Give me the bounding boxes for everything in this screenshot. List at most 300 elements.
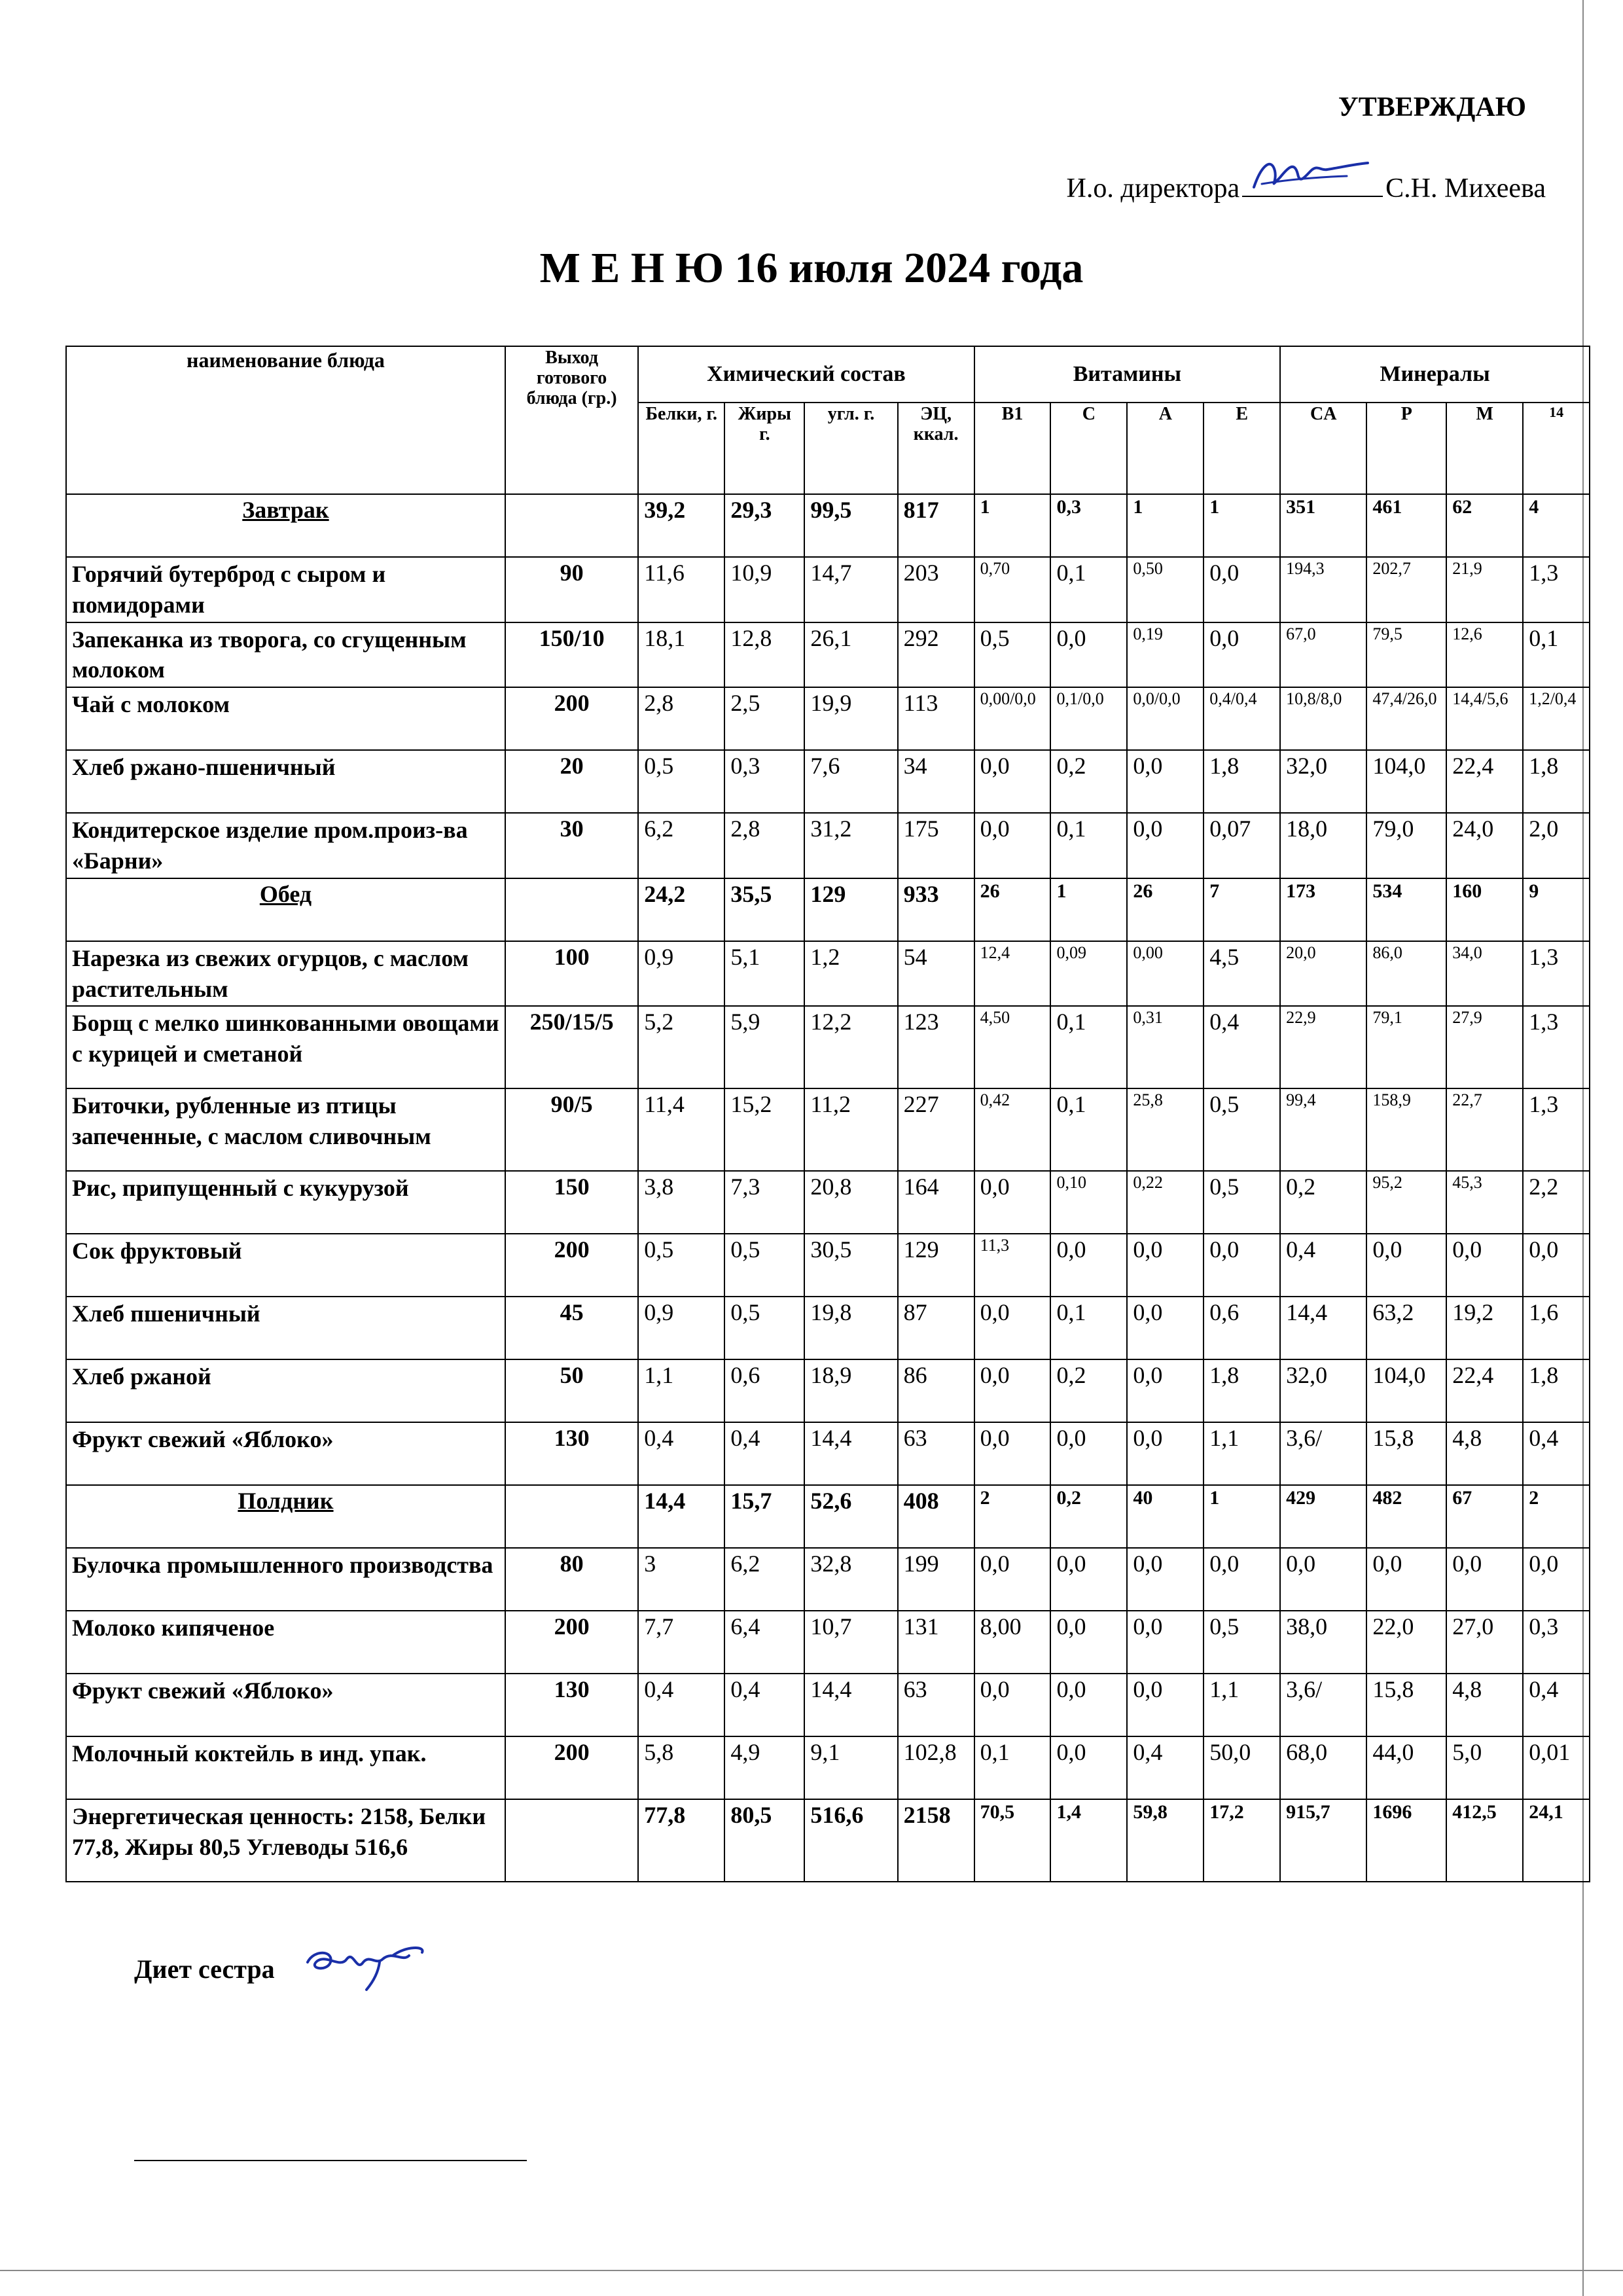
value-cell: 20,0	[1280, 941, 1366, 1007]
value-cell: 5,8	[638, 1736, 724, 1799]
value-cell: 0,1/0,0	[1050, 687, 1127, 750]
value-cell: 0,4	[1127, 1736, 1204, 1799]
value-cell: 1,3	[1523, 941, 1590, 1007]
value-cell: 5,1	[724, 941, 804, 1007]
dish-name: Борщ с мелко шинкованными овощами с курицей и сметаной	[66, 1006, 505, 1088]
section-title: Обед	[66, 878, 505, 941]
value-cell: 0,0	[1204, 1234, 1280, 1297]
value-cell: 12,2	[804, 1006, 897, 1088]
section-title: Завтрак	[66, 494, 505, 557]
value-cell: 0,1	[1050, 813, 1127, 878]
value-cell: 63	[898, 1422, 974, 1485]
value-cell: 2,8	[724, 813, 804, 878]
value-cell: 15,8	[1366, 1674, 1446, 1736]
value-cell: 4,50	[974, 1006, 1051, 1088]
dish-name: Хлеб ржано-пшеничный	[66, 750, 505, 813]
value-cell: 199	[898, 1548, 974, 1611]
value-cell: 129	[898, 1234, 974, 1297]
header-yield: Выход готового блюда (гр.)	[505, 346, 638, 494]
value-cell: 3,6/	[1280, 1422, 1366, 1485]
value-cell: 0,0	[1446, 1548, 1523, 1611]
value-cell: 67,0	[1280, 622, 1366, 688]
value-cell: 4	[1523, 494, 1590, 557]
value-cell: 21,9	[1446, 557, 1523, 622]
value-cell: 1,3	[1523, 1088, 1590, 1171]
value-cell: 1,8	[1204, 750, 1280, 813]
value-cell: 4,8	[1446, 1674, 1523, 1736]
dish-yield: 100	[505, 941, 638, 1007]
table-row	[66, 1611, 1590, 1674]
value-cell: 59,8	[1127, 1799, 1204, 1882]
value-cell: 933	[898, 878, 974, 941]
value-cell: 5,2	[638, 1006, 724, 1088]
value-cell: 67	[1446, 1485, 1523, 1548]
value-cell: 0,5	[638, 750, 724, 813]
section-title: Полдник	[66, 1485, 505, 1548]
value-cell: 3	[638, 1548, 724, 1611]
director-name: С.Н. Михеева	[1385, 173, 1546, 204]
value-cell: 0,0	[1050, 1736, 1127, 1799]
value-cell: 0,4	[638, 1674, 724, 1736]
dish-yield	[505, 1799, 638, 1882]
value-cell: 1,8	[1523, 750, 1590, 813]
value-cell: 1	[1204, 494, 1280, 557]
value-cell: 25,8	[1127, 1088, 1204, 1171]
dish-yield: 50	[505, 1359, 638, 1422]
dish-name: Фрукт свежий «Яблоко»	[66, 1674, 505, 1736]
value-cell: 4,5	[1204, 941, 1280, 1007]
value-cell: 0,3	[724, 750, 804, 813]
value-cell: 0,0	[1127, 1234, 1204, 1297]
table-row	[66, 750, 1590, 813]
value-cell: 0,0	[1366, 1548, 1446, 1611]
value-cell: 22,4	[1446, 1359, 1523, 1422]
dish-name: Рис, припущенный с кукурузой	[66, 1171, 505, 1234]
table-row	[66, 1359, 1590, 1422]
value-cell: 0,0	[1127, 1611, 1204, 1674]
dish-yield: 200	[505, 687, 638, 750]
value-cell: 32,8	[804, 1548, 897, 1611]
value-cell: 99,5	[804, 494, 897, 557]
value-cell: 0,4	[724, 1674, 804, 1736]
value-cell: 0,00	[1127, 941, 1204, 1007]
value-cell: 24,2	[638, 878, 724, 941]
value-cell: 173	[1280, 878, 1366, 941]
value-cell: 0,0	[1127, 1359, 1204, 1422]
value-cell: 14,4	[1280, 1297, 1366, 1359]
value-cell: 0,0	[974, 1297, 1051, 1359]
value-cell: 29,3	[724, 494, 804, 557]
value-cell: 408	[898, 1485, 974, 1548]
value-cell: 7,6	[804, 750, 897, 813]
value-cell: 1,1	[638, 1359, 724, 1422]
value-cell: 0,0	[1204, 557, 1280, 622]
value-cell: 3,8	[638, 1171, 724, 1234]
table-row	[66, 557, 1590, 622]
value-cell: 0,4	[1204, 1006, 1280, 1088]
value-cell: 0,0	[1050, 1548, 1127, 1611]
value-cell: 0,4	[638, 1422, 724, 1485]
director-line	[1067, 167, 1546, 204]
value-cell: 4,9	[724, 1736, 804, 1799]
dish-name: Сок фруктовый	[66, 1234, 505, 1297]
value-cell: 0,0	[1127, 1548, 1204, 1611]
value-cell: 0,70	[974, 557, 1051, 622]
value-cell: 131	[898, 1611, 974, 1674]
value-cell: 12,6	[1446, 622, 1523, 688]
dish-yield: 90	[505, 557, 638, 622]
value-cell: 1	[1050, 878, 1127, 941]
value-cell: 1,1	[1204, 1674, 1280, 1736]
subheader-cell: CA	[1280, 403, 1366, 494]
value-cell: 0,0	[974, 1359, 1051, 1422]
table-row	[66, 1006, 1590, 1088]
value-cell: 22,4	[1446, 750, 1523, 813]
director-title: И.о. директора	[1066, 173, 1240, 204]
value-cell: 0,5	[1204, 1611, 1280, 1674]
value-cell: 14,4	[638, 1485, 724, 1548]
value-cell: 227	[898, 1088, 974, 1171]
value-cell: 0,6	[724, 1359, 804, 1422]
value-cell: 27,9	[1446, 1006, 1523, 1088]
value-cell: 10,7	[804, 1611, 897, 1674]
value-cell: 1,8	[1523, 1359, 1590, 1422]
value-cell: 0,3	[1050, 494, 1127, 557]
value-cell: 19,2	[1446, 1297, 1523, 1359]
value-cell: 203	[898, 557, 974, 622]
value-cell: 202,7	[1366, 557, 1446, 622]
value-cell: 17,2	[1204, 1799, 1280, 1882]
value-cell: 351	[1280, 494, 1366, 557]
dish-name: Горячий бутерброд с сыром и помидорами	[66, 557, 505, 622]
diet-sister-signature	[294, 1943, 432, 1995]
value-cell: 22,0	[1366, 1611, 1446, 1674]
value-cell: 0,01	[1523, 1736, 1590, 1799]
value-cell: 0,50	[1127, 557, 1204, 622]
value-cell: 62	[1446, 494, 1523, 557]
section-row	[66, 878, 1590, 941]
value-cell: 32,0	[1280, 750, 1366, 813]
value-cell: 63	[898, 1674, 974, 1736]
value-cell: 14,7	[804, 557, 897, 622]
value-cell: 412,5	[1446, 1799, 1523, 1882]
value-cell: 1,3	[1523, 557, 1590, 622]
dish-name: Булочка промышленного производства	[66, 1548, 505, 1611]
value-cell: 0,5	[974, 622, 1051, 688]
value-cell: 31,2	[804, 813, 897, 878]
value-cell: 45,3	[1446, 1171, 1523, 1234]
value-cell: 123	[898, 1006, 974, 1088]
value-cell: 9	[1523, 878, 1590, 941]
value-cell: 0,4/0,4	[1204, 687, 1280, 750]
value-cell: 0,42	[974, 1088, 1051, 1171]
value-cell: 52,6	[804, 1485, 897, 1548]
value-cell: 18,0	[1280, 813, 1366, 878]
value-cell: 38,0	[1280, 1611, 1366, 1674]
dish-name: Фрукт свежий «Яблоко»	[66, 1422, 505, 1485]
value-cell: 86	[898, 1359, 974, 1422]
value-cell: 22,7	[1446, 1088, 1523, 1171]
value-cell: 47,4/26,0	[1366, 687, 1446, 750]
header-chem: Химический состав	[638, 346, 974, 403]
value-cell: 95,2	[1366, 1171, 1446, 1234]
value-cell: 2	[974, 1485, 1051, 1548]
value-cell: 0,5	[724, 1297, 804, 1359]
value-cell: 129	[804, 878, 897, 941]
value-cell: 0,0	[974, 1422, 1051, 1485]
value-cell: 2	[1523, 1485, 1590, 1548]
subheader-cell: угл. г.	[804, 403, 897, 494]
value-cell: 0,0/0,0	[1127, 687, 1204, 750]
value-cell: 34	[898, 750, 974, 813]
table-row	[66, 1674, 1590, 1736]
table-row	[66, 1171, 1590, 1234]
value-cell: 0,22	[1127, 1171, 1204, 1234]
value-cell: 7,7	[638, 1611, 724, 1674]
value-cell: 0,09	[1050, 941, 1127, 1007]
table-row	[66, 687, 1590, 750]
value-cell: 429	[1280, 1485, 1366, 1548]
value-cell: 0,1	[1523, 622, 1590, 688]
value-cell: 24,1	[1523, 1799, 1590, 1882]
value-cell: 194,3	[1280, 557, 1366, 622]
subheader-cell: 14	[1523, 403, 1590, 494]
value-cell: 0,0	[1050, 1422, 1127, 1485]
value-cell: 68,0	[1280, 1736, 1366, 1799]
value-cell: 292	[898, 622, 974, 688]
value-cell: 0,0	[1050, 1611, 1127, 1674]
subheader-cell: Жиры г.	[724, 403, 804, 494]
value-cell: 0,0	[1050, 622, 1127, 688]
dish-name: Молочный коктейль в инд. упак.	[66, 1736, 505, 1799]
value-cell: 86,0	[1366, 941, 1446, 1007]
value-cell: 0,0	[974, 1171, 1051, 1234]
value-cell: 0,10	[1050, 1171, 1127, 1234]
value-cell: 102,8	[898, 1736, 974, 1799]
value-cell: 0,0	[1204, 1548, 1280, 1611]
value-cell: 0,0	[1127, 813, 1204, 878]
value-cell: 0,0	[1127, 1297, 1204, 1359]
value-cell: 1,1	[1204, 1422, 1280, 1485]
value-cell: 0,31	[1127, 1006, 1204, 1088]
value-cell: 0,0	[974, 813, 1051, 878]
value-cell: 0,0	[974, 1548, 1051, 1611]
value-cell: 15,7	[724, 1485, 804, 1548]
value-cell: 70,5	[974, 1799, 1051, 1882]
value-cell: 26	[974, 878, 1051, 941]
value-cell: 0,1	[974, 1736, 1051, 1799]
value-cell: 22,9	[1280, 1006, 1366, 1088]
value-cell: 1,6	[1523, 1297, 1590, 1359]
value-cell: 79,0	[1366, 813, 1446, 878]
value-cell: 0,00/0,0	[974, 687, 1051, 750]
value-cell: 0,5	[724, 1234, 804, 1297]
table-row	[66, 1234, 1590, 1297]
page-title: М Е Н Ю 16 июля 2024 года	[539, 244, 1084, 292]
value-cell: 461	[1366, 494, 1446, 557]
value-cell: 7,3	[724, 1171, 804, 1234]
value-cell: 63,2	[1366, 1297, 1446, 1359]
value-cell: 14,4	[804, 1422, 897, 1485]
dish-name: Хлеб пшеничный	[66, 1297, 505, 1359]
value-cell: 6,2	[638, 813, 724, 878]
value-cell: 6,4	[724, 1611, 804, 1674]
bottom-rule	[134, 2160, 527, 2161]
value-cell: 0,0	[1127, 1422, 1204, 1485]
value-cell: 54	[898, 941, 974, 1007]
subheader-cell: P	[1366, 403, 1446, 494]
dish-yield	[505, 1485, 638, 1548]
table-row	[66, 622, 1590, 688]
table-row	[66, 1736, 1590, 1799]
value-cell: 79,5	[1366, 622, 1446, 688]
value-cell: 104,0	[1366, 1359, 1446, 1422]
header-minerals: Минералы	[1280, 346, 1590, 403]
subheader-cell: M	[1446, 403, 1523, 494]
value-cell: 0,4	[1523, 1422, 1590, 1485]
dish-name: Энергетическая ценность: 2158, Белки 77,8, Жиры 80,5 Углеводы 516,6	[66, 1799, 505, 1882]
table-row	[66, 1548, 1590, 1611]
value-cell: 1696	[1366, 1799, 1446, 1882]
subheader-cell: B1	[974, 403, 1051, 494]
value-cell: 39,2	[638, 494, 724, 557]
value-cell: 12,4	[974, 941, 1051, 1007]
value-cell: 0,5	[1204, 1171, 1280, 1234]
dish-yield: 130	[505, 1422, 638, 1485]
value-cell: 18,1	[638, 622, 724, 688]
value-cell: 1,8	[1204, 1359, 1280, 1422]
value-cell: 40	[1127, 1485, 1204, 1548]
scan-edge	[0, 2270, 1623, 2271]
value-cell: 482	[1366, 1485, 1446, 1548]
table-row	[66, 1297, 1590, 1359]
value-cell: 7	[1204, 878, 1280, 941]
value-cell: 0,9	[638, 1297, 724, 1359]
value-cell: 3,6/	[1280, 1674, 1366, 1736]
table-row	[66, 941, 1590, 1007]
dish-name: Кондитерское изделие пром.произ-ва «Барни»	[66, 813, 505, 878]
value-cell: 24,0	[1446, 813, 1523, 878]
dish-name: Нарезка из свежих огурцов, с маслом растительным	[66, 941, 505, 1007]
dish-yield: 200	[505, 1611, 638, 1674]
total-row	[66, 1799, 1590, 1882]
value-cell: 99,4	[1280, 1088, 1366, 1171]
value-cell: 26	[1127, 878, 1204, 941]
section-row	[66, 494, 1590, 557]
value-cell: 32,0	[1280, 1359, 1366, 1422]
value-cell: 1,2/0,4	[1523, 687, 1590, 750]
header-name: наименование блюда	[66, 346, 505, 494]
value-cell: 915,7	[1280, 1799, 1366, 1882]
table-row	[66, 1422, 1590, 1485]
value-cell: 2,5	[724, 687, 804, 750]
value-cell: 15,8	[1366, 1422, 1446, 1485]
dish-yield: 90/5	[505, 1088, 638, 1171]
value-cell: 0,0	[1127, 750, 1204, 813]
dish-yield: 30	[505, 813, 638, 878]
value-cell: 44,0	[1366, 1736, 1446, 1799]
value-cell: 2158	[898, 1799, 974, 1882]
value-cell: 0,1	[1050, 1006, 1127, 1088]
value-cell: 0,4	[1280, 1234, 1366, 1297]
value-cell: 0,0	[1366, 1234, 1446, 1297]
value-cell: 817	[898, 494, 974, 557]
dish-yield	[505, 494, 638, 557]
value-cell: 0,0	[1127, 1674, 1204, 1736]
value-cell: 113	[898, 687, 974, 750]
value-cell: 1	[1127, 494, 1204, 557]
value-cell: 0,0	[1280, 1548, 1366, 1611]
value-cell: 18,9	[804, 1359, 897, 1422]
dish-yield	[505, 878, 638, 941]
value-cell: 158,9	[1366, 1088, 1446, 1171]
value-cell: 19,9	[804, 687, 897, 750]
value-cell: 5,9	[724, 1006, 804, 1088]
value-cell: 0,4	[724, 1422, 804, 1485]
value-cell: 1	[974, 494, 1051, 557]
table-row	[66, 813, 1590, 878]
value-cell: 12,8	[724, 622, 804, 688]
approval-heading: УТВЕРЖДАЮ	[1338, 92, 1526, 122]
value-cell: 4,8	[1446, 1422, 1523, 1485]
value-cell: 0,9	[638, 941, 724, 1007]
value-cell: 1	[1204, 1485, 1280, 1548]
value-cell: 175	[898, 813, 974, 878]
value-cell: 19,8	[804, 1297, 897, 1359]
value-cell: 50,0	[1204, 1736, 1280, 1799]
value-cell: 0,2	[1280, 1171, 1366, 1234]
value-cell: 0,2	[1050, 1485, 1127, 1548]
value-cell: 2,0	[1523, 813, 1590, 878]
dish-yield: 130	[505, 1674, 638, 1736]
value-cell: 11,3	[974, 1234, 1051, 1297]
value-cell: 6,2	[724, 1548, 804, 1611]
value-cell: 1,3	[1523, 1006, 1590, 1088]
value-cell: 77,8	[638, 1799, 724, 1882]
value-cell: 11,2	[804, 1088, 897, 1171]
value-cell: 164	[898, 1171, 974, 1234]
value-cell: 14,4/5,6	[1446, 687, 1523, 750]
dish-yield: 200	[505, 1234, 638, 1297]
value-cell: 1,2	[804, 941, 897, 1007]
value-cell: 2,8	[638, 687, 724, 750]
subheader-cell: E	[1204, 403, 1280, 494]
value-cell: 14,4	[804, 1674, 897, 1736]
value-cell: 30,5	[804, 1234, 897, 1297]
dish-yield: 150/10	[505, 622, 638, 688]
director-signature	[1242, 167, 1383, 197]
value-cell: 34,0	[1446, 941, 1523, 1007]
value-cell: 10,9	[724, 557, 804, 622]
value-cell: 160	[1446, 878, 1523, 941]
dish-yield: 200	[505, 1736, 638, 1799]
menu-table	[65, 346, 1590, 1882]
value-cell: 0,0	[1446, 1234, 1523, 1297]
value-cell: 0,0	[1050, 1674, 1127, 1736]
header-vitamins: Витамины	[974, 346, 1281, 403]
value-cell: 26,1	[804, 622, 897, 688]
value-cell: 0,5	[1204, 1088, 1280, 1171]
value-cell: 11,6	[638, 557, 724, 622]
value-cell: 534	[1366, 878, 1446, 941]
value-cell: 104,0	[1366, 750, 1446, 813]
value-cell: 0,1	[1050, 1088, 1127, 1171]
dish-name: Биточки, рубленные из птицы запеченные, с маслом сливочным	[66, 1088, 505, 1171]
value-cell: 0,0	[1523, 1548, 1590, 1611]
dish-yield: 45	[505, 1297, 638, 1359]
section-row	[66, 1485, 1590, 1548]
value-cell: 80,5	[724, 1799, 804, 1882]
